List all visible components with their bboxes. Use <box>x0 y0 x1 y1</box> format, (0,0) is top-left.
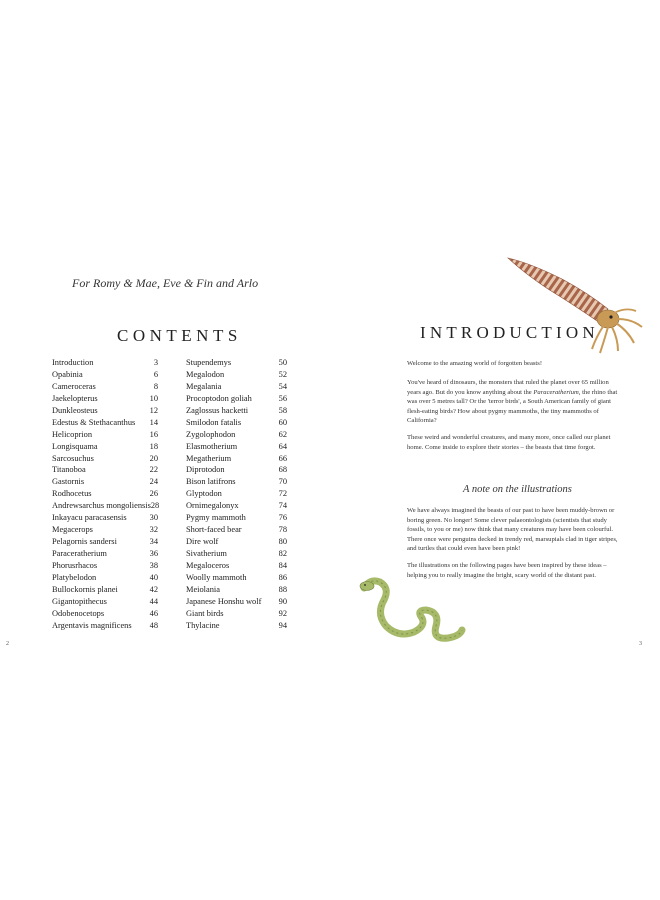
contents-entry-name: Andrewsarchus mongoliensis <box>52 501 151 511</box>
contents-entry <box>186 358 287 370</box>
contents-entry <box>186 489 287 501</box>
contents-entry-name: Megatherium <box>186 453 232 463</box>
page-number-right: 3 <box>639 641 642 647</box>
contents-entry-page: 54 <box>278 381 287 391</box>
contents-entry-page: 62 <box>278 429 287 439</box>
contents-entry <box>52 454 158 466</box>
contents-entry <box>52 430 158 442</box>
note-paragraph-1: We have always imagined the beasts of our past to have been muddy-brown or boring green. No longer! Some clever palaeontologists (scientists that study fossils, to you or me) now think that many creatures may have been colourful. There once were penguins decked in trendy red, marsupials clad in tiger stripes, and turtles that could even have been pink! <box>407 507 618 553</box>
contents-entry-name: Smilodon fatalis <box>186 417 242 427</box>
intro-paragraph-1: Welcome to the amazing world of forgotten beasts! <box>407 360 543 367</box>
contents-entry-page: 42 <box>149 584 158 594</box>
contents-entry <box>186 561 287 573</box>
contents-entry-page: 48 <box>149 620 158 630</box>
contents-entry-name: Zaglossus hacketti <box>186 405 249 415</box>
contents-entry-name: Dire wolf <box>186 537 219 547</box>
contents-entry-name: Odobenocetops <box>52 608 105 618</box>
contents-entry-page: 44 <box>149 596 158 606</box>
titanoboa-snake-illustration <box>356 574 466 646</box>
contents-entry-name: Phorusrhacos <box>52 560 98 570</box>
note-on-illustrations-title: A note on the illustrations <box>463 484 572 495</box>
intro-paragraph-2-emphasis: Paraceratherium <box>533 388 579 396</box>
contents-entry-name: Cameroceras <box>52 381 96 391</box>
contents-entry <box>52 406 158 418</box>
contents-entry <box>52 394 158 406</box>
contents-entry-page: 90 <box>278 596 287 606</box>
contents-entry <box>186 454 287 466</box>
contents-entry <box>52 442 158 454</box>
contents-entry <box>186 430 287 442</box>
contents-entry <box>52 597 158 609</box>
contents-entry-page: 14 <box>149 417 158 427</box>
contents-entry <box>186 501 287 513</box>
contents-entry-name: Jaekelopterus <box>52 393 98 403</box>
contents-entry <box>52 370 158 382</box>
contents-entry-page: 70 <box>278 477 287 487</box>
contents-entry-page: 64 <box>278 441 287 451</box>
contents-entry-name: Sarcosuchus <box>52 453 94 463</box>
contents-column-2 <box>186 358 287 633</box>
contents-entry-name: Argentavis magnificens <box>52 620 132 630</box>
contents-entry-page: 30 <box>149 513 158 523</box>
contents-entry-page: 88 <box>278 584 287 594</box>
intro-paragraph-2-a: You've heard of dinosaurs, the monsters that ruled the planet over 65 million years ago. But do you know anything about the <box>407 379 609 396</box>
contents-entry-name: Opabinia <box>52 369 83 379</box>
contents-entry-name: Platybelodon <box>52 572 97 582</box>
contents-entry-page: 36 <box>149 549 158 558</box>
contents-entry-name: Sivatherium <box>186 549 227 558</box>
contents-entry <box>186 370 287 382</box>
contents-entry-page: 34 <box>149 537 158 547</box>
contents-entry-name: Paraceratherium <box>52 549 107 558</box>
contents-entry-page: 80 <box>278 537 287 547</box>
contents-entry-page: 92 <box>278 608 287 618</box>
contents-entry-name: Pygmy mammoth <box>186 513 246 523</box>
contents-entry-name: Procoptodon goliah <box>186 393 252 403</box>
contents-entry-page: 32 <box>149 525 158 535</box>
contents-entry-page: 50 <box>278 358 287 367</box>
contents-entry <box>52 382 158 394</box>
dedication: For Romy & Mae, Eve & Fin and Arlo <box>72 276 259 290</box>
contents-entry-name: Dunkleosteus <box>52 405 98 415</box>
contents-entry-name: Longisquama <box>52 441 98 451</box>
contents-entry-name: Short-faced bear <box>186 525 242 535</box>
contents-entry-page: 72 <box>278 489 287 499</box>
contents-entry <box>52 525 158 537</box>
contents-entry-page: 26 <box>149 489 158 499</box>
contents-entry-page: 16 <box>149 429 158 439</box>
contents-entry <box>186 406 287 418</box>
contents-entry-page: 60 <box>278 417 287 427</box>
contents-entry-name: Helicoprion <box>52 429 93 439</box>
contents-entry <box>52 513 158 525</box>
intro-paragraph-2-b: , the rhino that was over 5 metres tall? Or the 'terror birds', a South American family of giant flesh-eating birds? How about pygmy mammoths, the tiny mammoths of California? <box>407 388 618 425</box>
contents-entry-page: 68 <box>278 465 287 475</box>
contents-entry-page: 86 <box>278 572 287 582</box>
contents-entry <box>52 561 158 573</box>
contents-entry-page: 40 <box>149 572 158 582</box>
contents-entry-page: 94 <box>278 620 287 630</box>
page-number-left: 2 <box>6 641 9 647</box>
contents-entry-name: Zygolophodon <box>186 429 236 439</box>
contents-entry-page: 8 <box>153 381 158 391</box>
contents-entry-name: Meiolania <box>186 584 220 594</box>
contents-entry-page: 78 <box>278 525 287 535</box>
contents-entry-name: Megalodon <box>186 369 225 379</box>
contents-entry <box>186 442 287 454</box>
contents-entry <box>186 394 287 406</box>
contents-entry <box>186 465 287 477</box>
contents-entry <box>52 537 158 549</box>
contents-entry-page: 20 <box>149 453 158 463</box>
contents-entry <box>52 465 158 477</box>
contents-entry-name: Introduction <box>52 358 94 367</box>
contents-entry-page: 84 <box>278 560 287 570</box>
contents-entry-page: 22 <box>149 465 158 475</box>
contents-entry <box>186 573 287 585</box>
contents-entry-page: 82 <box>278 549 287 558</box>
contents-entry <box>186 621 287 633</box>
contents-entry <box>52 477 158 489</box>
contents-entry <box>52 621 158 633</box>
contents-entry-page: 28 <box>150 501 160 511</box>
contents-column-1 <box>52 358 158 633</box>
contents-entry-page: 52 <box>278 369 287 379</box>
contents-entry-name: Inkayacu paracasensis <box>52 513 127 523</box>
contents-entry <box>52 418 158 430</box>
contents-entry-page: 66 <box>278 453 287 463</box>
contents-entry-page: 58 <box>278 405 287 415</box>
contents-entry-name: Diprotodon <box>186 465 225 475</box>
contents-entry <box>52 585 158 597</box>
contents-entry-name: Gastornis <box>52 477 85 487</box>
intro-paragraph-2 <box>407 378 621 426</box>
contents-entry-name: Stupendemys <box>186 358 232 367</box>
contents-entry <box>52 573 158 585</box>
contents-entry-page: 46 <box>149 608 158 618</box>
contents-entry-page: 12 <box>149 405 158 415</box>
contents-entry <box>52 549 158 561</box>
contents-entry-name: Giant birds <box>186 608 224 618</box>
contents-entry <box>186 382 287 394</box>
contents-entry-page: 38 <box>149 560 158 570</box>
contents-entry-page: 74 <box>278 501 287 511</box>
contents-entry-name: Ornimegalonyx <box>186 501 239 511</box>
contents-entry-name: Pelagornis sandersi <box>52 537 117 547</box>
contents-entry <box>186 513 287 525</box>
contents-entry-name: Thylacine <box>186 620 220 630</box>
contents-entry <box>186 597 287 609</box>
contents-entry-name: Glyptodon <box>186 489 222 499</box>
contents-entry <box>52 489 158 501</box>
contents-entry-name: Titanoboa <box>52 465 86 475</box>
contents-entry-name: Megalania <box>186 381 222 391</box>
contents-entry-name: Gigantopithecus <box>52 596 107 606</box>
contents-entry-name: Bison latifrons <box>186 477 236 487</box>
contents-entry-page: 10 <box>149 393 158 403</box>
contents-entry-page: 6 <box>153 369 158 379</box>
contents-entry <box>186 537 287 549</box>
contents-entry-page: 3 <box>153 358 158 367</box>
contents-entry-page: 56 <box>278 393 287 403</box>
contents-entry-page: 76 <box>278 513 287 523</box>
contents-entry-name: Edestus & Stethacanthus <box>52 417 136 427</box>
contents-entry-name: Elasmotherium <box>186 441 238 451</box>
contents-entry-page: 24 <box>149 477 158 487</box>
right-page <box>330 0 660 900</box>
contents-entry <box>186 609 287 621</box>
contents-entry-name: Woolly mammoth <box>186 572 247 582</box>
contents-title: CONTENTS <box>117 326 242 345</box>
contents-entry-name: Megaloceros <box>186 560 230 570</box>
introduction-title: INTRODUCTION <box>420 323 599 342</box>
contents-entry-name: Megacerops <box>52 525 93 535</box>
contents-entry <box>186 477 287 489</box>
note-paragraph-2: The illustrations on the following pages have been inspired by these ideas – helping you to really imagine the bright, scary world of the distant past. <box>407 562 607 579</box>
contents-entry <box>52 501 158 513</box>
intro-paragraph-3: These weird and wonderful creatures, and many more, once called our planet home. Come inside to explore their stories – the beasts that time forgot. <box>407 434 611 451</box>
contents-entry-page: 18 <box>149 441 158 451</box>
contents-entry <box>186 585 287 597</box>
contents-entry-name: Rodhocetus <box>52 489 92 499</box>
contents-entry-name: Bullockornis planei <box>52 584 118 594</box>
contents-entry <box>186 418 287 430</box>
contents-entry <box>186 549 287 561</box>
contents-entry <box>52 358 158 370</box>
contents-entry <box>52 609 158 621</box>
contents-entry-name: Japanese Honshu wolf <box>186 596 262 606</box>
contents-entry <box>186 525 287 537</box>
